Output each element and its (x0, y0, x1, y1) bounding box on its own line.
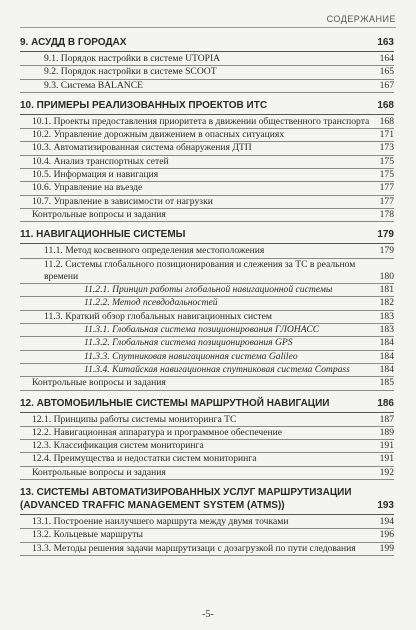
running-header: СОДЕРЖАНИЕ (326, 14, 396, 24)
section-heading[interactable] (20, 228, 394, 244)
entry-title: 10.7. Управление в зависимости от нагрузки (32, 195, 213, 207)
entry-title: Контрольные вопросы и задания (32, 377, 166, 389)
entry-title: 11.3.3. Спутниковая навигационная система Galileo (84, 350, 298, 362)
entry-page-number: 168 (379, 115, 394, 127)
toc-section (20, 397, 394, 480)
entry-title: 10.6. Управление на въезде (32, 182, 143, 194)
toc-entry[interactable] (20, 529, 394, 542)
toc-entry[interactable] (20, 351, 394, 364)
entry-page-number: 187 (379, 413, 394, 425)
entry-title: 10.4. Анализ транспортных сетей (32, 155, 169, 167)
toc-entry[interactable] (20, 284, 394, 297)
toc-entry[interactable] (20, 453, 394, 466)
toc-entry[interactable] (20, 169, 394, 182)
toc-entry[interactable] (20, 259, 394, 285)
entry-page-number: 175 (379, 169, 394, 181)
entry-title: 11.1. Метод косвенного определения местоположения (44, 245, 265, 257)
entry-page-number: 184 (379, 363, 394, 375)
entry-title: 11.3. Краткий обзор глобальных навигационных систем (44, 310, 272, 322)
toc-section (20, 486, 394, 556)
entry-page-number: 184 (379, 350, 394, 362)
section-heading[interactable] (20, 36, 394, 52)
section-title: 12. АВТОМОБИЛЬНЫЕ СИСТЕМЫ МАРШРУТНОЙ НАВИГАЦИИ (20, 397, 330, 409)
section-heading[interactable] (20, 397, 394, 413)
table-of-contents (20, 36, 394, 562)
entry-title: 13.3. Методы решения задачи маршрутизаци с дозагрузкой по пути следования (32, 542, 356, 554)
entry-title: 11.2. Системы глобального позиционирования и слежения за ТС в реальном времени (44, 258, 356, 282)
entry-title: 10.2. Управление дорожным движением в опасных ситуациях (32, 129, 285, 141)
section-title: 9. АСУДД В ГОРОДАХ (20, 37, 127, 48)
section-page-number: 163 (377, 37, 394, 48)
toc-entry[interactable] (20, 467, 394, 480)
entry-page-number: 199 (379, 542, 394, 554)
toc-entry[interactable] (20, 209, 394, 222)
toc-entry[interactable] (20, 245, 394, 258)
entry-page-number: 192 (379, 466, 394, 478)
toc-entry[interactable] (20, 337, 394, 350)
toc-entry[interactable] (20, 414, 394, 427)
entry-title: 11.3.1. Глобальная система позиционирования ГЛОНАСС (84, 324, 320, 336)
entry-page-number: 185 (379, 377, 394, 389)
entry-title: 10.5. Информация и навигация (32, 169, 159, 181)
toc-entry[interactable] (20, 427, 394, 440)
section-page-number: 168 (377, 99, 394, 111)
toc-entry[interactable] (20, 297, 394, 310)
entry-title: 9.1. Порядок настройки в системе UTOPIA (44, 53, 221, 64)
toc-entry[interactable] (20, 516, 394, 529)
entry-title: 10.1. Проекты предоставления приоритета в движении общественного транспорта (32, 115, 370, 127)
entry-title: 12.1. Принципы работы системы мониторинга ТС (32, 413, 237, 425)
entry-page-number: 178 (379, 208, 394, 220)
entry-page-number: 180 (379, 270, 394, 282)
entry-page-number: 175 (379, 155, 394, 167)
entry-title: Контрольные вопросы и задания (32, 466, 166, 478)
toc-entry[interactable] (20, 80, 394, 93)
section-page-number: 186 (377, 397, 394, 409)
entry-title: 12.2. Навигационная аппаратура и программное обеспечение (32, 426, 282, 438)
entry-title: 9.2. Порядок настройки в системе SCOOT (44, 66, 217, 78)
toc-section (20, 99, 394, 222)
entry-title: 13.1. Построение наилучшего маршрута между двумя точками (32, 516, 289, 528)
toc-entry[interactable] (20, 66, 394, 79)
entry-title: 11.2.1. Принцип работы глобальной навигационной системы (84, 284, 333, 296)
toc-entry[interactable] (20, 543, 394, 556)
entry-page-number: 183 (379, 310, 394, 322)
entry-page-number: 181 (379, 284, 394, 296)
entry-page-number: 171 (379, 129, 394, 141)
toc-section (20, 228, 394, 390)
toc-entry[interactable] (20, 129, 394, 142)
header-divider (20, 27, 396, 28)
entry-page-number: 184 (379, 337, 394, 349)
entry-page-number: 189 (379, 426, 394, 438)
toc-entry[interactable] (20, 116, 394, 129)
entry-title: 10.3. Автоматизированная система обнаружения ДТП (32, 142, 252, 154)
entry-page-number: 191 (379, 440, 394, 452)
entry-title: 11.3.4. Китайская навигационная спутниковая система Compass (84, 363, 350, 375)
entry-page-number: 179 (379, 245, 394, 257)
section-heading[interactable] (20, 486, 394, 515)
section-title: 13. СИСТЕМЫ АВТОМАТИЗИРОВАННЫХ УСЛУГ МАРШРУТИЗАЦИИ (ADVANCED TRAFFIC MANAGEMENT SYSTEM (ATMS)) (20, 487, 352, 512)
entry-page-number: 183 (379, 324, 394, 336)
entry-page-number: 164 (379, 53, 394, 64)
entry-page-number: 177 (379, 182, 394, 194)
toc-entry[interactable] (20, 182, 394, 195)
page-number: -5- (202, 609, 214, 620)
entry-title: 13.2. Кольцевые маршруты (32, 529, 143, 541)
toc-entry[interactable] (20, 364, 394, 377)
entry-title: 11.2.2. Метод псевдодальностей (84, 297, 218, 309)
entry-page-number: 173 (379, 142, 394, 154)
section-heading[interactable] (20, 99, 394, 115)
entry-title: 9.3. Система BALANCE (44, 79, 143, 91)
toc-section (20, 36, 394, 93)
section-title: 10. ПРИМЕРЫ РЕАЛИЗОВАННЫХ ПРОЕКТОВ ИТС (20, 99, 268, 111)
entry-title: 12.3. Классификация систем мониторинга (32, 440, 204, 452)
toc-entry[interactable] (20, 53, 394, 66)
section-page-number: 193 (377, 500, 394, 512)
entry-page-number: 191 (379, 453, 394, 465)
toc-entry[interactable] (20, 156, 394, 169)
toc-entry[interactable] (20, 324, 394, 337)
toc-entry[interactable] (20, 142, 394, 155)
entry-title: 12.4. Преимущества и недостатки систем мониторинга (32, 453, 257, 465)
toc-entry[interactable] (20, 196, 394, 209)
entry-page-number: 177 (379, 195, 394, 207)
entry-title: Контрольные вопросы и задания (32, 208, 166, 220)
entry-title: 11.3.2. Глобальная система позиционирования GPS (84, 337, 293, 349)
toc-entry[interactable] (20, 377, 394, 390)
entry-page-number: 182 (379, 297, 394, 309)
section-page-number: 179 (377, 229, 394, 241)
section-title: 11. НАВИГАЦИОННЫЕ СИСТЕМЫ (20, 229, 186, 241)
entry-page-number: 194 (379, 516, 394, 528)
entry-page-number: 165 (379, 66, 394, 78)
entry-page-number: 167 (379, 79, 394, 91)
toc-entry[interactable] (20, 311, 394, 324)
toc-entry[interactable] (20, 440, 394, 453)
entry-page-number: 196 (379, 529, 394, 541)
